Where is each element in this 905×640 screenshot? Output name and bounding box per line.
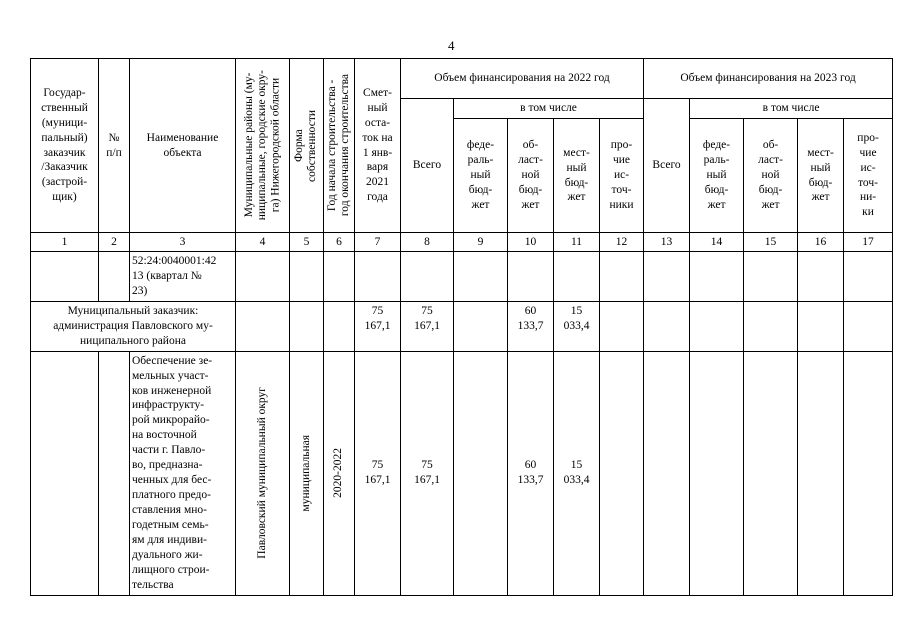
header-funding-2023: Объем финансирования на 2023 год	[644, 59, 893, 99]
object-estimate: 75 167,1	[355, 351, 401, 595]
header-regional-2022: об- ласт- ной бюд- жет	[508, 119, 554, 233]
header-other-2022: про- чие ис- точ- ники	[600, 119, 644, 233]
header-local-2023: мест- ный бюд- жет	[798, 119, 844, 233]
col-num: 7	[355, 233, 401, 252]
object-ownership: муниципальная	[290, 351, 324, 595]
object-name: Обеспечение зе- мельных участ- ков инженерной инфраструкту- рой микрорайо- на восточной части г. Павло- во, предназна- ченных для бес- платного предо- ставления мно- годетным семь- ям для индиви- дуального жи- лищного строи- тельства	[130, 351, 236, 595]
table-row	[31, 252, 893, 302]
col-num: 3	[130, 233, 236, 252]
object-total-2022: 75 167,1	[401, 351, 454, 595]
col-num: 14	[690, 233, 744, 252]
customer-regional-2022: 60 133,7	[508, 301, 554, 351]
header-municipalities: Муниципальные районы (му- ниципальные, городские окру- га) Нижегородской области	[236, 59, 290, 233]
col-num: 8	[401, 233, 454, 252]
header-federal-2023: феде- раль- ный бюд- жет	[690, 119, 744, 233]
col-num: 9	[454, 233, 508, 252]
header-regional-2023: об- ласт- ной бюд- жет	[744, 119, 798, 233]
col-num: 13	[644, 233, 690, 252]
customer-total-2022: 75 167,1	[401, 301, 454, 351]
header-estimate: Смет- ный оста- ток на 1 янв- варя 2021 года	[355, 59, 401, 233]
col-num: 10	[508, 233, 554, 252]
col-num: 16	[798, 233, 844, 252]
header-funding-2022: Объем финансирования на 2022 год	[401, 59, 644, 99]
header-total-2023: Всего	[644, 99, 690, 233]
municipal-customer-label: Муниципальный заказчик: администрация Павловского му- ниципального района	[31, 301, 236, 351]
table-row	[31, 301, 893, 351]
header-total-2022: Всего	[401, 99, 454, 233]
col-num: 1	[31, 233, 99, 252]
col-num: 15	[744, 233, 798, 252]
table-row	[31, 351, 893, 595]
column-numbers-row	[31, 233, 893, 252]
header-years: Год начала строительства - год окончания строительства	[324, 59, 355, 233]
col-num: 2	[99, 233, 130, 252]
header-including-2022: в том числе	[454, 99, 644, 119]
header-num: № п/п	[99, 59, 130, 233]
col-num: 11	[554, 233, 600, 252]
col-num: 4	[236, 233, 290, 252]
header-local-2022: мест- ный бюд- жет	[554, 119, 600, 233]
customer-local-2022: 15 033,4	[554, 301, 600, 351]
page-number: 4	[448, 38, 455, 53]
col-num: 6	[324, 233, 355, 252]
header-object-name: Наименование объекта	[130, 59, 236, 233]
cadastral-number: 52:24:0040001:42 13 (квартал № 23)	[130, 252, 236, 302]
header-including-2023: в том числе	[690, 99, 893, 119]
header-federal-2022: феде- раль- ный бюд- жет	[454, 119, 508, 233]
object-local-2022: 15 033,4	[554, 351, 600, 595]
header-other-2023: про- чие ис- точ- ни- ки	[844, 119, 893, 233]
object-years: 2020-2022	[324, 351, 355, 595]
financing-table	[30, 58, 893, 596]
object-municipality: Павловский муниципальный округ	[236, 351, 290, 595]
customer-estimate: 75 167,1	[355, 301, 401, 351]
object-regional-2022: 60 133,7	[508, 351, 554, 595]
col-num: 12	[600, 233, 644, 252]
col-num: 5	[290, 233, 324, 252]
col-num: 17	[844, 233, 893, 252]
header-ownership: Форма собственности	[290, 59, 324, 233]
header-customer: Государ- ственный (муници- пальный) заказчик /Заказчик (застрой- щик)	[31, 59, 99, 233]
